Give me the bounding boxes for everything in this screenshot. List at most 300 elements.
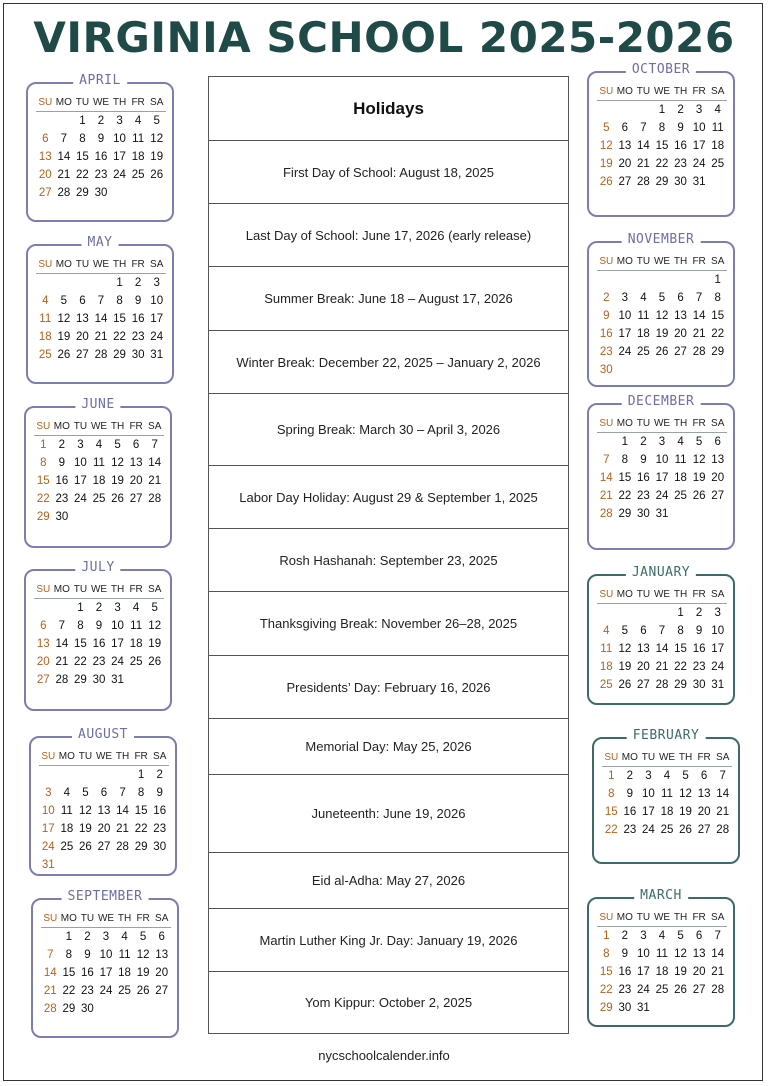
day-cell: 21 [716,806,730,818]
day-cell: 19 [148,638,162,650]
day-cell: 6 [677,292,684,304]
day-cell: 14 [148,457,162,469]
weekday-header: SA [150,749,169,766]
day-cell: 27 [711,490,725,502]
weekday-header: TU [78,911,97,928]
day-cell: 14 [94,313,108,325]
calendar-grid [41,911,171,1018]
day-cell: 6 [158,931,165,943]
empty-day-cell [671,271,690,289]
day-cell: 4 [42,295,49,307]
day-cell: 15 [604,806,618,818]
day-cell: 21 [692,328,706,340]
weekday-header: WE [653,416,672,433]
empty-day-cell [92,274,111,292]
day-cell: 15 [655,140,669,152]
day-cell: 6 [640,625,647,637]
day-cell: 11 [39,313,52,325]
day-cell: 27 [674,346,687,358]
day-cell: 2 [603,292,610,304]
day-cell: 2 [134,277,142,289]
day-cell: 20 [692,966,706,978]
holiday-row: Martin Luther King Jr. Day: January 19, 2026 [209,909,568,972]
day-cell: 14 [637,140,650,152]
day-cell: 8 [677,625,684,637]
day-cell: 16 [692,643,706,655]
day-cell: 13 [155,949,169,961]
day-cell: 1 [116,277,123,289]
day-cell: 4 [63,787,71,799]
day-cell: 18 [118,967,131,979]
day-cell: 23 [599,346,613,358]
day-cell: 17 [618,328,632,340]
day-cell: 22 [618,490,632,502]
day-cell: 9 [695,625,703,637]
weekday-header: SU [597,587,616,604]
calendar-june [24,397,172,548]
day-cell: 14 [716,788,730,800]
day-cell: 20 [674,328,687,340]
day-cell: 11 [656,948,668,960]
day-cell: 27 [618,176,632,188]
day-cell: 3 [640,930,647,942]
day-cell: 28 [43,1003,57,1015]
day-cell: 28 [637,176,650,188]
weekday-header: SU [597,84,616,101]
day-cell: 10 [692,122,706,134]
day-cell: 4 [677,436,684,448]
day-cell: 11 [637,310,650,322]
day-cell: 2 [621,930,629,942]
empty-day-cell [634,604,653,622]
day-cell: 18 [660,806,674,818]
weekday-header: FR [690,587,709,604]
day-cell: 29 [134,841,148,853]
day-cell: 29 [711,346,725,358]
day-cell: 25 [60,841,74,853]
weekday-header: WE [95,749,114,766]
day-cell: 2 [677,104,684,116]
holiday-row: Spring Break: March 30 – April 3, 2026 [209,394,568,466]
day-cell: 14 [116,805,129,817]
weekday-header: FR [127,582,146,599]
weekday-header: SU [36,257,55,274]
day-cell: 27 [97,841,111,853]
weekday-header: TH [110,95,129,112]
day-cell: 15 [134,805,148,817]
weekday-header: SU [597,254,616,271]
day-cell: 12 [599,140,613,152]
weekday-header: TH [671,416,690,433]
day-cell: 14 [55,638,69,650]
calendar-grid [36,95,166,202]
month-name: NOVEMBER [622,232,701,247]
day-cell: 3 [116,115,123,127]
day-cell: 30 [55,511,69,523]
weekday-header: SU [39,749,58,766]
day-cell: 19 [618,661,632,673]
calendar-october [587,62,735,217]
day-cell: 27 [38,187,52,199]
day-cell: 23 [131,331,145,343]
day-cell: 7 [47,949,54,961]
day-cell: 18 [129,638,143,650]
weekday-header: WE [90,582,109,599]
day-cell: 3 [153,277,160,289]
day-cell: 15 [618,472,632,484]
calendar-march [587,888,735,1027]
day-cell: 5 [621,625,629,637]
weekday-header: TU [76,749,95,766]
day-cell: 21 [637,158,650,170]
day-cell: 10 [655,454,669,466]
day-cell: 4 [640,292,647,304]
empty-day-cell [597,604,616,622]
day-cell: 30 [674,176,687,188]
day-cell: 10 [642,788,655,800]
day-cell: 6 [42,133,49,145]
day-cell: 29 [36,511,50,523]
day-cell: 5 [695,436,703,448]
month-name: JULY [75,560,120,575]
weekday-header: TU [73,257,92,274]
weekday-header: TH [671,910,690,927]
day-cell: 25 [118,985,131,997]
day-cell: 3 [102,931,110,943]
day-cell: 10 [41,805,55,817]
month-name: APRIL [73,73,127,88]
day-cell: 10 [711,625,725,637]
weekday-header: FR [132,749,151,766]
day-cell: 5 [677,930,684,942]
empty-day-cell [58,766,77,784]
day-cell: 7 [719,770,726,782]
day-cell: 22 [711,328,725,340]
day-cell: 4 [658,930,666,942]
day-cell: 22 [36,493,50,505]
day-cell: 6 [79,295,86,307]
day-cell: 24 [74,493,87,505]
weekday-header: SA [145,582,164,599]
weekday-header: SA [147,257,166,274]
day-cell: 25 [674,490,687,502]
day-cell: 7 [58,620,66,632]
day-cell: 12 [148,620,162,632]
day-cell: 29 [74,674,87,686]
weekday-header: TU [71,582,90,599]
empty-day-cell [597,101,616,119]
day-cell: 22 [674,661,687,673]
weekday-header: MO [58,749,77,766]
day-cell: 17 [111,638,124,650]
day-cell: 28 [57,187,71,199]
weekday-header: SA [145,419,164,436]
day-cell: 8 [603,948,610,960]
weekday-header: MO [616,910,635,927]
empty-day-cell [36,112,55,130]
day-cell: 8 [65,949,73,961]
weekday-header: MO [621,750,640,767]
weekday-header: TH [113,749,132,766]
day-cell: 27 [637,679,650,691]
day-cell: 10 [74,457,87,469]
day-cell: 3 [645,770,652,782]
day-cell: 4 [603,625,610,637]
day-cell: 21 [116,823,129,835]
day-cell: 19 [79,823,92,835]
day-cell: 18 [599,661,613,673]
day-cell: 13 [36,638,50,650]
day-cell: 15 [599,966,613,978]
day-cell: 28 [655,679,669,691]
day-cell: 1 [621,436,629,448]
day-cell: 29 [618,508,632,520]
day-cell: 22 [76,169,89,181]
weekday-header: MO [53,582,72,599]
day-cell: 3 [114,602,121,614]
day-cell: 8 [77,620,84,632]
day-cell: 12 [692,454,706,466]
day-cell: 21 [599,490,613,502]
month-name: MAY [82,235,119,250]
day-cell: 26 [111,493,124,505]
day-cell: 12 [136,949,150,961]
day-cell: 2 [58,439,66,451]
day-cell: 22 [134,823,148,835]
day-cell: 16 [94,151,108,163]
day-cell: 8 [714,292,721,304]
day-cell: 3 [621,292,629,304]
day-cell: 17 [692,140,706,152]
day-cell: 13 [76,313,89,325]
weekday-header: FR [690,416,709,433]
day-cell: 19 [57,331,71,343]
day-cell: 9 [84,949,91,961]
day-cell: 27 [129,493,143,505]
day-cell: 11 [130,620,143,632]
day-cell: 31 [111,674,124,686]
calendar-grid [602,750,732,839]
day-cell: 12 [79,805,92,817]
day-cell: 26 [674,984,687,996]
empty-day-cell [39,766,58,784]
day-cell: 8 [621,454,629,466]
day-cell: 25 [660,824,674,836]
empty-day-cell [73,274,92,292]
holiday-row: Memorial Day: May 25, 2026 [209,719,568,775]
day-cell: 8 [116,295,123,307]
calendar-grid [34,582,164,689]
day-cell: 15 [74,638,87,650]
day-cell: 1 [137,769,145,781]
day-cell: 4 [134,115,142,127]
day-cell: 24 [99,985,113,997]
day-cell: 18 [38,331,52,343]
day-cell: 13 [674,310,687,322]
empty-day-cell [53,599,72,617]
weekday-header: SA [713,750,732,767]
day-cell: 7 [695,292,703,304]
weekday-header: SU [36,95,55,112]
day-cell: 20 [36,656,50,668]
empty-day-cell [616,604,635,622]
day-cell: 6 [695,930,703,942]
day-cell: 28 [116,841,129,853]
day-cell: 16 [55,475,69,487]
empty-day-cell [113,766,132,784]
empty-day-cell [36,274,55,292]
day-cell: 23 [55,493,69,505]
day-cell: 26 [618,679,632,691]
day-cell: 15 [711,310,725,322]
day-cell: 16 [131,313,145,325]
month-name: AUGUST [72,727,134,742]
day-cell: 21 [43,985,57,997]
day-cell: 22 [599,984,613,996]
weekday-header: TU [634,254,653,271]
weekday-header: TU [73,95,92,112]
day-cell: 7 [603,454,610,466]
day-cell: 1 [603,930,610,942]
day-cell: 7 [60,133,68,145]
weekday-header: MO [616,587,635,604]
day-cell: 26 [679,824,692,836]
day-cell: 30 [131,349,145,361]
day-cell: 4 [663,770,671,782]
day-cell: 12 [57,313,71,325]
day-cell: 22 [74,656,87,668]
day-cell: 5 [658,292,666,304]
empty-day-cell [34,599,53,617]
day-cell: 3 [77,439,84,451]
day-cell: 8 [137,787,145,799]
day-cell: 28 [692,346,706,358]
day-cell: 13 [38,151,52,163]
day-cell: 1 [608,770,615,782]
weekday-header: TH [671,254,690,271]
day-cell: 24 [111,656,124,668]
day-cell: 29 [599,1002,613,1014]
holiday-row: Eid al-Adha: May 27, 2026 [209,853,568,909]
holiday-row: Thanksgiving Break: November 26–28, 2025 [209,592,568,656]
day-cell: 27 [692,984,706,996]
empty-day-cell [41,928,60,946]
day-cell: 12 [618,643,632,655]
day-cell: 3 [695,104,703,116]
day-cell: 19 [679,806,692,818]
holiday-row: Yom Kippur: October 2, 2025 [304,995,473,1010]
day-cell: 10 [113,133,126,145]
day-cell: 12 [679,788,692,800]
day-cell: 8 [40,457,47,469]
month-name: JUNE [75,397,120,412]
day-cell: 18 [674,472,687,484]
day-cell: 17 [655,472,669,484]
holiday-row: Rosh Hashanah: September 23, 2025 [209,529,568,592]
weekday-header: SA [708,416,727,433]
day-cell: 17 [150,313,164,325]
calendar-december [587,394,735,550]
day-cell: 11 [60,805,73,817]
day-cell: 4 [121,931,128,943]
day-cell: 18 [711,140,725,152]
day-cell: 15 [36,475,50,487]
weekday-header: MO [616,84,635,101]
day-cell: 9 [58,457,66,469]
day-cell: 23 [94,169,108,181]
weekday-header: FR [690,910,709,927]
day-cell: 14 [711,948,725,960]
day-cell: 18 [655,966,669,978]
day-cell: 27 [697,824,711,836]
calendar-grid [597,587,727,694]
day-cell: 23 [692,661,706,673]
weekday-header: MO [616,416,635,433]
day-cell: 16 [637,472,650,484]
day-cell: 16 [623,806,637,818]
day-cell: 16 [599,328,613,340]
weekday-header: TU [639,750,658,767]
calendar-grid [597,910,727,1017]
day-cell: 20 [155,967,169,979]
day-cell: 30 [637,508,650,520]
weekday-header: FR [690,84,709,101]
day-cell: 31 [655,508,669,520]
day-cell: 28 [55,674,69,686]
weekday-header: MO [55,257,74,274]
empty-day-cell [690,271,709,289]
day-cell: 28 [94,349,108,361]
day-cell: 9 [95,620,103,632]
day-cell: 17 [642,806,655,818]
day-cell: 20 [38,169,52,181]
day-cell: 20 [697,806,711,818]
empty-day-cell [55,112,74,130]
day-cell: 9 [134,295,142,307]
empty-day-cell [616,271,635,289]
day-cell: 24 [637,984,650,996]
day-cell: 16 [674,140,687,152]
day-cell: 25 [131,169,145,181]
day-cell: 25 [655,984,669,996]
day-cell: 10 [150,295,164,307]
day-cell: 21 [94,331,108,343]
day-cell: 1 [79,115,86,127]
month-name: FEBRUARY [627,728,706,743]
empty-day-cell [616,101,635,119]
day-cell: 20 [97,823,111,835]
day-cell: 31 [637,1002,650,1014]
day-cell: 18 [92,475,106,487]
calendar-july [24,560,172,711]
day-cell: 2 [695,607,703,619]
day-cell: 14 [655,643,669,655]
calendar-grid [597,416,727,523]
day-cell: 18 [131,151,145,163]
day-cell: 9 [677,122,684,134]
day-cell: 4 [714,104,721,116]
day-cell: 7 [119,787,126,799]
empty-day-cell [597,433,616,451]
weekday-header: SA [147,95,166,112]
empty-day-cell [597,271,616,289]
calendar-grid [597,254,727,379]
day-cell: 24 [150,331,164,343]
day-cell: 2 [95,602,103,614]
day-cell: 9 [97,133,105,145]
day-cell: 21 [711,966,725,978]
day-cell: 25 [637,346,650,358]
